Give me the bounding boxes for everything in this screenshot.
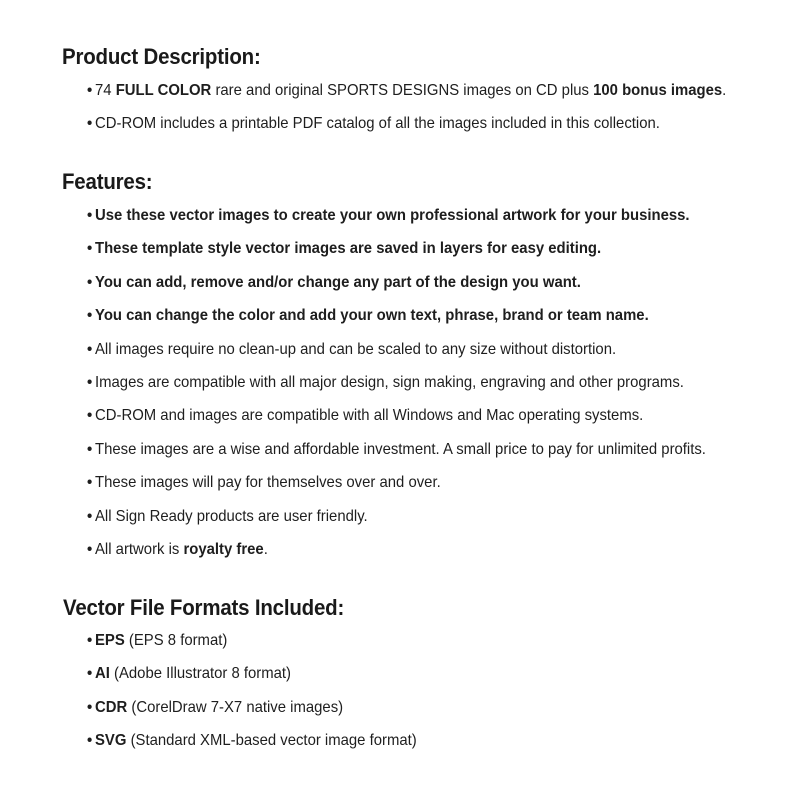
- bullet-text: [95, 307, 649, 324]
- file-format-item: [87, 664, 417, 697]
- bullet-icon: •: [87, 340, 93, 358]
- feature-item: [87, 273, 706, 306]
- text: (CorelDraw 7-X7 native images): [127, 698, 344, 716]
- bold-text: You can change the color and add your own text, phrase, brand or team name.: [95, 307, 649, 325]
- text: rare and original SPORTS DESIGNS images on CD plus: [211, 82, 594, 99]
- bold-text: royalty free: [183, 540, 264, 558]
- bullet-icon: •: [87, 474, 93, 492]
- file-formats-list: [87, 631, 442, 765]
- bold-text: CDR: [95, 698, 128, 716]
- bullet-text: [95, 274, 581, 291]
- feature-item: [87, 473, 706, 506]
- text: CD-ROM and images are compatible with all Windows and Mac operating systems.: [95, 407, 644, 425]
- bold-text: You can add, remove and/or change any part of the design you want.: [95, 273, 581, 291]
- bullet-icon: •: [87, 307, 93, 325]
- text: All images require no clean-up and can be scaled to any size without distortion.: [95, 340, 617, 358]
- bullet-text: [95, 240, 601, 257]
- feature-item: [87, 373, 706, 406]
- bold-text: 100 bonus images: [593, 82, 723, 99]
- product-description-item: [87, 81, 726, 114]
- bullet-text: [95, 441, 706, 458]
- feature-item: [87, 239, 706, 272]
- bullet-icon: •: [87, 632, 93, 649]
- feature-item: [87, 206, 706, 239]
- bullet-text: [95, 474, 441, 491]
- bold-text: These template style vector images are saved in layers for easy editing.: [95, 240, 602, 258]
- file-format-item: [87, 731, 417, 764]
- text: (EPS 8 format): [124, 632, 228, 649]
- bullet-text: [95, 115, 660, 132]
- bullet-text: [95, 541, 268, 558]
- features-heading: Features:: [62, 169, 153, 194]
- text: All artwork is: [95, 540, 184, 558]
- bullet-icon: •: [87, 115, 93, 133]
- bullet-icon: •: [87, 373, 93, 391]
- feature-item: [87, 306, 706, 339]
- bold-text: SVG: [95, 732, 127, 750]
- bullet-icon: •: [87, 440, 93, 458]
- feature-item: [87, 340, 706, 373]
- text: .: [722, 82, 727, 99]
- bullet-icon: •: [87, 207, 93, 224]
- bullet-text: [95, 632, 227, 649]
- bold-text: EPS: [95, 632, 125, 649]
- bullet-icon: •: [87, 240, 93, 258]
- bullet-text: [95, 699, 343, 716]
- text: All Sign Ready products are user friendly.: [95, 507, 368, 525]
- feature-item: [87, 440, 706, 473]
- file-format-item: [87, 631, 417, 664]
- product-description-item: [87, 114, 726, 147]
- bullet-text: [95, 374, 684, 391]
- file-format-item: [87, 698, 417, 731]
- bullet-icon: •: [87, 665, 93, 683]
- features-list: [87, 206, 753, 573]
- bullet-text: [95, 732, 417, 749]
- feature-item: [87, 507, 706, 540]
- bullet-icon: •: [87, 507, 93, 525]
- bullet-icon: •: [87, 540, 93, 558]
- text: Images are compatible with all major design, sign making, engraving and other programs.: [95, 373, 684, 391]
- text: 74: [95, 82, 116, 99]
- file-formats-heading: Vector File Formats Included:: [63, 595, 345, 620]
- feature-item: [87, 406, 706, 439]
- bullet-icon: •: [87, 82, 93, 99]
- bullet-text: [95, 508, 368, 525]
- text: (Adobe Illustrator 8 format): [109, 665, 292, 683]
- product-description-list: [87, 81, 774, 148]
- bullet-text: [95, 207, 690, 224]
- bullet-text: [95, 665, 291, 682]
- text: These images will pay for themselves over and over.: [95, 474, 441, 492]
- text: (Standard XML-based vector image format): [126, 732, 417, 750]
- bullet-text: [95, 82, 726, 99]
- bullet-icon: •: [87, 273, 93, 291]
- bullet-icon: •: [87, 407, 93, 425]
- bold-text: FULL COLOR: [115, 82, 212, 99]
- text: These images are a wise and affordable investment. A small price to pay for unlimited profits.: [95, 440, 706, 458]
- bullet-text: [95, 341, 616, 358]
- bullet-icon: •: [87, 698, 93, 716]
- text: .: [263, 540, 268, 558]
- bullet-text: [95, 407, 643, 424]
- text: CD-ROM includes a printable PDF catalog of all the images included in this collection.: [95, 115, 660, 133]
- bold-text: Use these vector images to create your own professional artwork for your business.: [95, 207, 690, 224]
- feature-item: [87, 540, 706, 573]
- bold-text: AI: [95, 665, 110, 683]
- bullet-icon: •: [87, 732, 93, 750]
- product-description-heading: Product Description:: [62, 44, 261, 69]
